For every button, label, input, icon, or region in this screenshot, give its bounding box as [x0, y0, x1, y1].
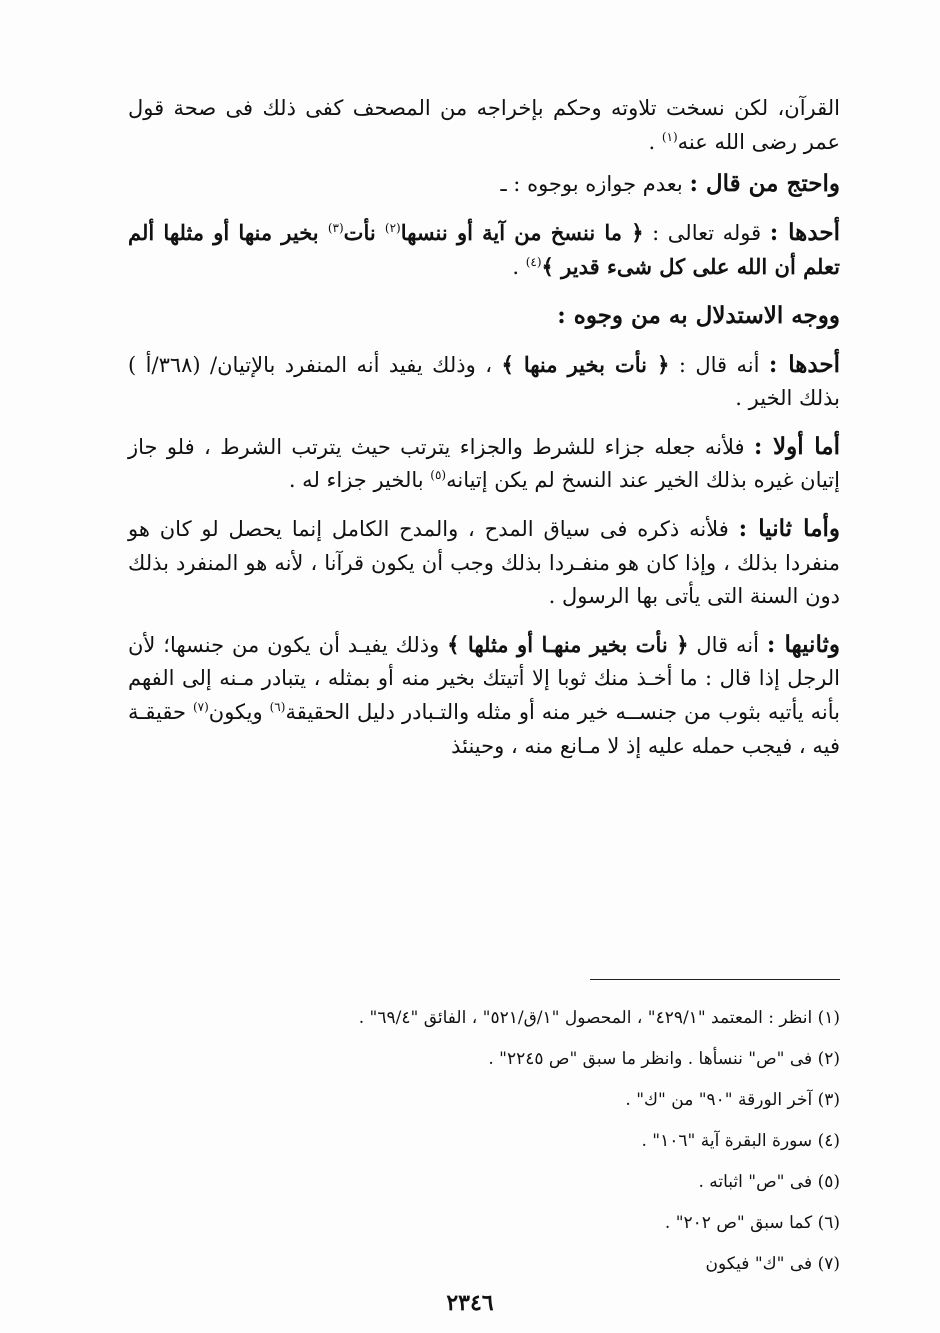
footnote-item: (٧) فى "ك" فيكون: [705, 1254, 840, 1274]
paragraph-text: ، وذلك يفيد أنه المنفرد بالإتيان/ (٣٦٨/أ ) بذلك الخير .: [128, 352, 840, 411]
paragraph-text: فلأنه ذكره فى سياق المدح ، والمدح الكامل إنما يحصل لو كان هو منفردا بذلك ، وإذا كان هو منفـردا بذلك وجب أن يكون قرآنا ، لأنه هو المنفرد بذلك دون السنة التى يأتى بها الرسول .: [128, 516, 840, 609]
paragraph-text: قوله تعالى :: [643, 220, 770, 245]
footnote-ref: (٥): [430, 468, 447, 483]
footnote-item: (٤) سورة البقرة آية "١٠٦" .: [641, 1131, 840, 1151]
quran-verse: بخير منها أو مثلها ألم تعلم أن الله على كل شىء قدير ﴾: [128, 219, 840, 280]
paragraph-lead: أحدها :: [768, 350, 841, 378]
footnote-divider: [590, 979, 840, 980]
paragraph-text: فلأنه جعله جزاء للشرط والجزاء يترتب حيث يترتب الشرط ، فلو جاز إتيان غيره بذلك الخير عند النسخ لم يكن إتيانه: [128, 434, 840, 493]
paragraph-text: أنه قال :: [669, 352, 769, 377]
paragraph-text: حقيقـة فيه ، فيجب حمله عليه إذ لا مـانع منه ، وحينئذ: [128, 699, 840, 758]
paragraph-7: [128, 512, 840, 614]
quran-verse: ﴿ نأت بخير منها ﴾: [501, 351, 670, 377]
paragraph-text: .: [512, 255, 526, 280]
quran-verse: نأت: [343, 219, 385, 245]
paragraph-text: بعدم جوازه بوجوه : ـ: [500, 172, 690, 197]
main-text: [128, 92, 840, 777]
quran-verse: ﴿ نأت بخير منهـا أو مثلها ﴾: [447, 631, 689, 657]
paragraph-6: [128, 430, 840, 498]
paragraph-lead: أحدها :: [769, 218, 840, 246]
footnote-ref: (٣): [327, 220, 344, 235]
footnote-ref: (١): [661, 129, 678, 144]
footnote-ref: (٤): [525, 255, 542, 270]
quran-verse: ﴿ ما ننسخ من آية أو ننسها: [400, 219, 644, 245]
page-number: ٢٣٤٦: [446, 1290, 494, 1316]
paragraph-text: وذلك يفيـد أن يكون من جنسها؛ لأن الرجل إذا قال : ما أخـذ منك ثوبا إلا أتيتك بخير منه أو بمثله ، يتبادر مـنه إلى الفهم بأنه يأتيه بثوب من جنســه خير منه أو مثله والتـبادر دليل الحقيقة: [128, 632, 841, 724]
footnote-ref: (٧): [192, 699, 209, 714]
footnote-item: (٣) آخر الورقة "٩٠" من "ك" .: [625, 1090, 840, 1110]
footnote-item: (٢) فى "ص" ننسأها . وانظر ما سبق "ص ٢٢٤٥" .: [488, 1049, 840, 1069]
footnote-item: (٦) كما سبق "ص ٢٠٢" .: [664, 1213, 840, 1233]
paragraph-2: [128, 167, 840, 202]
paragraph-lead: أما أولا :: [753, 432, 840, 460]
footnote-ref: (٦): [269, 699, 286, 714]
paragraph-5: [128, 348, 840, 416]
paragraph-text: بالخير جزاء له .: [288, 468, 431, 493]
paragraph-text: القرآن، لكن نسخت تلاوته وحكم بإخراجه من المصحف كفى ذلك فى صحة قول عمر رضى الله عنه: [128, 96, 840, 154]
paragraph-3: [128, 216, 840, 285]
footnote-item: (٥) فى "ص" اثباته .: [698, 1172, 840, 1192]
paragraph-text: .: [648, 129, 662, 154]
paragraph-text: ويكون: [208, 699, 270, 724]
footnote-ref: (٢): [384, 220, 401, 235]
paragraph-text: أنه قال: [688, 632, 767, 657]
footnotes-list: [150, 998, 840, 1285]
paragraph-4: [128, 299, 840, 334]
paragraph-lead: وأما ثانيا :: [738, 514, 841, 542]
paragraph-1: [128, 92, 840, 159]
paragraph-lead: واحتج من قال :: [689, 170, 840, 198]
paragraph-lead: وثانيها :: [766, 630, 840, 658]
paragraph-8: [128, 628, 840, 763]
footnote-item: (١) انظر : المعتمد "٤٢٩/١" ، المحصول "١/ق/٥٢١" ، الفائق "٦٩/٤" .: [358, 1008, 840, 1028]
section-heading: ووجه الاستدلال به من وجوه :: [557, 301, 840, 329]
